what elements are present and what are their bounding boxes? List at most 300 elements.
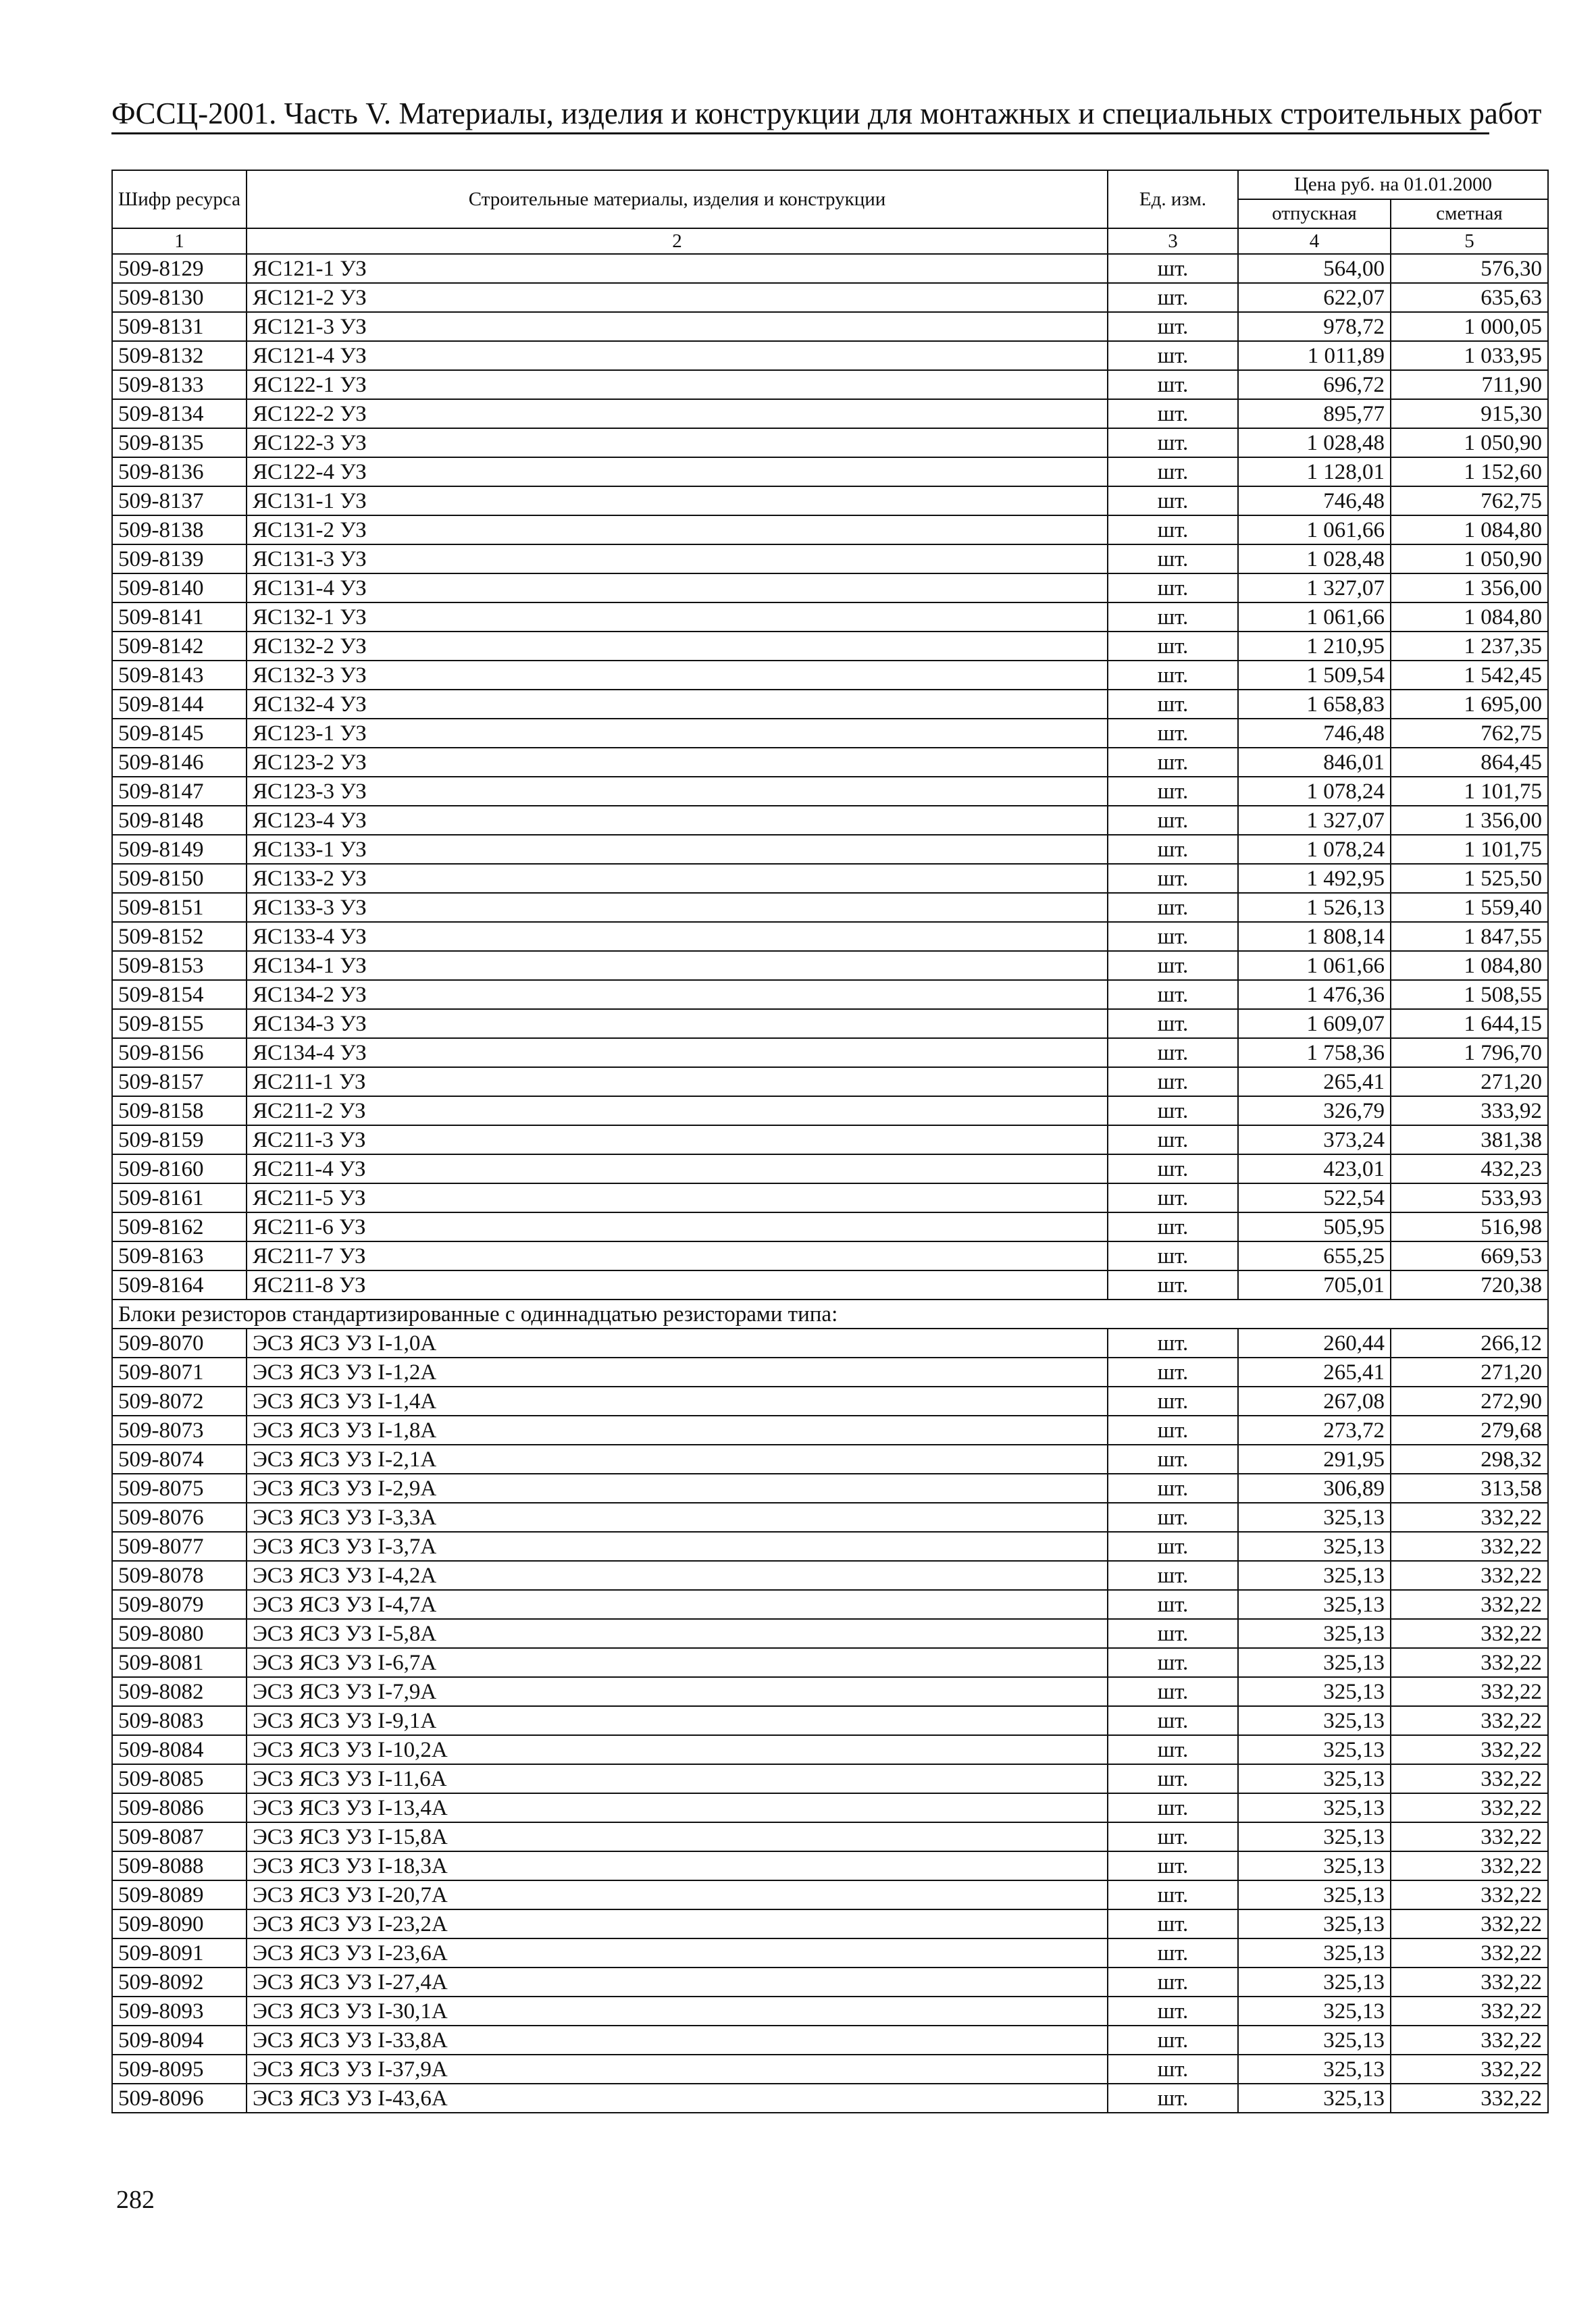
cell-unit: шт.	[1108, 1125, 1238, 1154]
cell-code: 509-8093	[112, 1997, 247, 2026]
cell-code: 509-8153	[112, 951, 247, 980]
cell-release-price: 325,13	[1238, 1880, 1391, 1909]
table-row	[112, 544, 1548, 573]
cell-estimate-price: 332,22	[1391, 1677, 1548, 1706]
cell-code: 509-8086	[112, 1793, 247, 1822]
table-row	[112, 632, 1548, 661]
cell-estimate-price: 1 356,00	[1391, 806, 1548, 835]
cell-estimate-price: 1 084,80	[1391, 951, 1548, 980]
cell-estimate-price: 332,22	[1391, 2026, 1548, 2055]
cell-code: 509-8138	[112, 515, 247, 544]
cell-name: ЭСЗ ЯСЗ УЗ I-4,2А	[247, 1561, 1108, 1590]
cell-estimate-price: 1 050,90	[1391, 544, 1548, 573]
cell-estimate-price: 332,22	[1391, 1851, 1548, 1880]
cell-unit: шт.	[1108, 399, 1238, 428]
cell-release-price: 325,13	[1238, 1590, 1391, 1619]
cell-unit: шт.	[1108, 835, 1238, 864]
cell-release-price: 1 210,95	[1238, 632, 1391, 661]
cell-name: ЯС132-4 УЗ	[247, 690, 1108, 719]
cell-code: 509-8155	[112, 1009, 247, 1038]
cell-code: 509-8072	[112, 1387, 247, 1416]
cell-release-price: 325,13	[1238, 2055, 1391, 2084]
cell-release-price: 505,95	[1238, 1212, 1391, 1241]
cell-code: 509-8074	[112, 1445, 247, 1474]
cell-release-price: 846,01	[1238, 748, 1391, 777]
header-estimate-price: сметная	[1391, 199, 1548, 228]
cell-release-price: 267,08	[1238, 1387, 1391, 1416]
table-row	[112, 1183, 1548, 1212]
table-row	[112, 864, 1548, 893]
cell-estimate-price: 332,22	[1391, 1764, 1548, 1793]
cell-unit: шт.	[1108, 1503, 1238, 1532]
cell-release-price: 895,77	[1238, 399, 1391, 428]
cell-unit: шт.	[1108, 1038, 1238, 1067]
cell-code: 509-8142	[112, 632, 247, 661]
cell-name: ЯС132-2 УЗ	[247, 632, 1108, 661]
cell-unit: шт.	[1108, 254, 1238, 283]
cell-estimate-price: 864,45	[1391, 748, 1548, 777]
cell-name: ЯС133-1 УЗ	[247, 835, 1108, 864]
cell-unit: шт.	[1108, 661, 1238, 690]
cell-name: ЭСЗ ЯСЗ УЗ I-11,6А	[247, 1764, 1108, 1793]
cell-estimate-price: 266,12	[1391, 1329, 1548, 1358]
cell-code: 509-8147	[112, 777, 247, 806]
cell-estimate-price: 332,22	[1391, 1532, 1548, 1561]
cell-estimate-price: 332,22	[1391, 1561, 1548, 1590]
cell-unit: шт.	[1108, 428, 1238, 457]
header-release-price: отпускная	[1238, 199, 1391, 228]
cell-release-price: 423,01	[1238, 1154, 1391, 1183]
cell-estimate-price: 1 152,60	[1391, 457, 1548, 486]
cell-name: ЯС134-3 УЗ	[247, 1009, 1108, 1038]
table-row	[112, 2055, 1548, 2084]
cell-name: ЯС122-3 УЗ	[247, 428, 1108, 457]
cell-name: ЯС211-2 УЗ	[247, 1096, 1108, 1125]
cell-name: ЭСЗ ЯСЗ УЗ I-23,2А	[247, 1909, 1108, 1938]
cell-unit: шт.	[1108, 1793, 1238, 1822]
cell-release-price: 1 078,24	[1238, 777, 1391, 806]
cell-unit: шт.	[1108, 2055, 1238, 2084]
cell-release-price: 325,13	[1238, 1968, 1391, 1997]
cell-release-price: 325,13	[1238, 2084, 1391, 2113]
column-number: 1	[112, 228, 247, 254]
table-row	[112, 835, 1548, 864]
cell-code: 509-8079	[112, 1590, 247, 1619]
cell-name: ЯС211-3 УЗ	[247, 1125, 1108, 1154]
table-row	[112, 254, 1548, 283]
cell-name: ЭСЗ ЯСЗ УЗ I-2,9А	[247, 1474, 1108, 1503]
column-number: 2	[247, 228, 1108, 254]
cell-estimate-price: 1 084,80	[1391, 515, 1548, 544]
cell-name: ЯС211-7 УЗ	[247, 1241, 1108, 1270]
cell-code: 509-8158	[112, 1096, 247, 1125]
cell-code: 509-8083	[112, 1706, 247, 1735]
cell-code: 509-8134	[112, 399, 247, 428]
cell-unit: шт.	[1108, 777, 1238, 806]
cell-unit: шт.	[1108, 1648, 1238, 1677]
table-row	[112, 1764, 1548, 1793]
table-row	[112, 341, 1548, 370]
cell-code: 509-8077	[112, 1532, 247, 1561]
cell-name: ЭСЗ ЯСЗ УЗ I-1,2А	[247, 1358, 1108, 1387]
cell-name: ЭСЗ ЯСЗ УЗ I-43,6А	[247, 2084, 1108, 2113]
cell-release-price: 273,72	[1238, 1416, 1391, 1445]
cell-code: 509-8156	[112, 1038, 247, 1067]
cell-release-price: 325,13	[1238, 1764, 1391, 1793]
cell-estimate-price: 332,22	[1391, 1880, 1548, 1909]
cell-estimate-price: 1 508,55	[1391, 980, 1548, 1009]
page-number: 282	[116, 2186, 155, 2214]
cell-name: ЯС211-8 УЗ	[247, 1270, 1108, 1300]
table-row	[112, 690, 1548, 719]
cell-name: ЯС121-2 УЗ	[247, 283, 1108, 312]
cell-unit: шт.	[1108, 312, 1238, 341]
cell-code: 509-8094	[112, 2026, 247, 2055]
cell-estimate-price: 1 796,70	[1391, 1038, 1548, 1067]
cell-estimate-price: 1 525,50	[1391, 864, 1548, 893]
cell-code: 509-8135	[112, 428, 247, 457]
table-row	[112, 2084, 1548, 2113]
cell-unit: шт.	[1108, 1067, 1238, 1096]
cell-release-price: 1 492,95	[1238, 864, 1391, 893]
section-row	[112, 1300, 1548, 1329]
table-row	[112, 1503, 1548, 1532]
cell-estimate-price: 669,53	[1391, 1241, 1548, 1270]
cell-unit: шт.	[1108, 1445, 1238, 1474]
cell-estimate-price: 332,22	[1391, 1968, 1548, 1997]
cell-code: 509-8081	[112, 1648, 247, 1677]
cell-code: 509-8163	[112, 1241, 247, 1270]
cell-estimate-price: 1 695,00	[1391, 690, 1548, 719]
cell-unit: шт.	[1108, 486, 1238, 515]
section-title: Блоки резисторов стандартизированные с одиннадцатью резисторами типа:	[112, 1300, 1548, 1329]
table-row	[112, 1938, 1548, 1968]
cell-estimate-price: 432,23	[1391, 1154, 1548, 1183]
cell-code: 509-8071	[112, 1358, 247, 1387]
cell-name: ЯС131-4 УЗ	[247, 573, 1108, 602]
table-row	[112, 1968, 1548, 1997]
cell-unit: шт.	[1108, 1387, 1238, 1416]
cell-name: ЯС122-2 УЗ	[247, 399, 1108, 428]
cell-unit: шт.	[1108, 690, 1238, 719]
cell-name: ЭСЗ ЯСЗ УЗ I-20,7А	[247, 1880, 1108, 1909]
cell-release-price: 522,54	[1238, 1183, 1391, 1212]
cell-name: ЭСЗ ЯСЗ УЗ I-1,0А	[247, 1329, 1108, 1358]
cell-estimate-price: 332,22	[1391, 2084, 1548, 2113]
cell-estimate-price: 332,22	[1391, 1822, 1548, 1851]
cell-name: ЯС123-2 УЗ	[247, 748, 1108, 777]
cell-name: ЭСЗ ЯСЗ УЗ I-4,7А	[247, 1590, 1108, 1619]
cell-code: 509-8129	[112, 254, 247, 283]
cell-code: 509-8162	[112, 1212, 247, 1241]
cell-release-price: 325,13	[1238, 1648, 1391, 1677]
cell-unit: шт.	[1108, 1154, 1238, 1183]
cell-release-price: 1 327,07	[1238, 806, 1391, 835]
cell-release-price: 1 061,66	[1238, 515, 1391, 544]
cell-estimate-price: 332,22	[1391, 1648, 1548, 1677]
cell-estimate-price: 1 559,40	[1391, 893, 1548, 922]
cell-estimate-price: 1 542,45	[1391, 661, 1548, 690]
cell-code: 509-8131	[112, 312, 247, 341]
cell-name: ЭСЗ ЯСЗ УЗ I-18,3А	[247, 1851, 1108, 1880]
cell-release-price: 325,13	[1238, 1706, 1391, 1735]
cell-unit: шт.	[1108, 2026, 1238, 2055]
table-row	[112, 980, 1548, 1009]
table-row	[112, 1387, 1548, 1416]
section-row-group	[112, 1300, 1548, 1329]
table-row	[112, 1009, 1548, 1038]
cell-code: 509-8136	[112, 457, 247, 486]
cell-name: ЯС134-2 УЗ	[247, 980, 1108, 1009]
cell-unit: шт.	[1108, 1358, 1238, 1387]
cell-estimate-price: 1 101,75	[1391, 777, 1548, 806]
table-row	[112, 951, 1548, 980]
cell-release-price: 1 658,83	[1238, 690, 1391, 719]
cell-name: ЯС131-3 УЗ	[247, 544, 1108, 573]
cell-unit: шт.	[1108, 864, 1238, 893]
table-row	[112, 1706, 1548, 1735]
cell-release-price: 1 526,13	[1238, 893, 1391, 922]
cell-name: ЯС211-4 УЗ	[247, 1154, 1108, 1183]
cell-name: ЯС122-1 УЗ	[247, 370, 1108, 399]
table-row	[112, 399, 1548, 428]
table-row	[112, 1648, 1548, 1677]
cell-release-price: 1 011,89	[1238, 341, 1391, 370]
table-row	[112, 2026, 1548, 2055]
cell-estimate-price: 332,22	[1391, 2055, 1548, 2084]
cell-unit: шт.	[1108, 1706, 1238, 1735]
cell-unit: шт.	[1108, 1968, 1238, 1997]
cell-estimate-price: 1 237,35	[1391, 632, 1548, 661]
table-row	[112, 748, 1548, 777]
cell-name: ЯС133-2 УЗ	[247, 864, 1108, 893]
header-unit: Ед. изм.	[1108, 170, 1238, 228]
table-body-group1	[112, 254, 1548, 1300]
table-row	[112, 1880, 1548, 1909]
cell-name: ЯС211-6 УЗ	[247, 1212, 1108, 1241]
table-row	[112, 1793, 1548, 1822]
cell-name: ЭСЗ ЯСЗ УЗ I-37,9А	[247, 2055, 1108, 2084]
cell-unit: шт.	[1108, 1997, 1238, 2026]
cell-unit: шт.	[1108, 632, 1238, 661]
cell-code: 509-8141	[112, 602, 247, 632]
table-row	[112, 806, 1548, 835]
cell-unit: шт.	[1108, 1619, 1238, 1648]
cell-unit: шт.	[1108, 1009, 1238, 1038]
cell-unit: шт.	[1108, 370, 1238, 399]
table-row	[112, 312, 1548, 341]
cell-estimate-price: 1 033,95	[1391, 341, 1548, 370]
cell-name: ЭСЗ ЯСЗ УЗ I-6,7А	[247, 1648, 1108, 1677]
table-row	[112, 1735, 1548, 1764]
cell-estimate-price: 332,22	[1391, 1793, 1548, 1822]
cell-code: 509-8088	[112, 1851, 247, 1880]
cell-release-price: 564,00	[1238, 254, 1391, 283]
cell-code: 509-8076	[112, 1503, 247, 1532]
cell-code: 509-8085	[112, 1764, 247, 1793]
cell-unit: шт.	[1108, 341, 1238, 370]
table-row	[112, 1038, 1548, 1067]
cell-estimate-price: 1 050,90	[1391, 428, 1548, 457]
column-number: 3	[1108, 228, 1238, 254]
cell-estimate-price: 279,68	[1391, 1416, 1548, 1445]
cell-code: 509-8149	[112, 835, 247, 864]
cell-unit: шт.	[1108, 1590, 1238, 1619]
cell-name: ЯС122-4 УЗ	[247, 457, 1108, 486]
cell-estimate-price: 762,75	[1391, 719, 1548, 748]
cell-release-price: 1 758,36	[1238, 1038, 1391, 1067]
cell-release-price: 265,41	[1238, 1358, 1391, 1387]
cell-name: ЯС123-1 УЗ	[247, 719, 1108, 748]
cell-code: 509-8140	[112, 573, 247, 602]
cell-unit: шт.	[1108, 1561, 1238, 1590]
cell-code: 509-8090	[112, 1909, 247, 1938]
cell-release-price: 325,13	[1238, 1822, 1391, 1851]
cell-estimate-price: 533,93	[1391, 1183, 1548, 1212]
cell-estimate-price: 272,90	[1391, 1387, 1548, 1416]
table-body-group2	[112, 1329, 1548, 2113]
cell-release-price: 1 609,07	[1238, 1009, 1391, 1038]
table-row	[112, 1445, 1548, 1474]
cell-estimate-price: 1 356,00	[1391, 573, 1548, 602]
cell-name: ЯС121-4 УЗ	[247, 341, 1108, 370]
cell-release-price: 746,48	[1238, 486, 1391, 515]
cell-release-price: 746,48	[1238, 719, 1391, 748]
cell-release-price: 1 028,48	[1238, 544, 1391, 573]
cell-unit: шт.	[1108, 544, 1238, 573]
cell-release-price: 325,13	[1238, 1677, 1391, 1706]
table-row	[112, 515, 1548, 544]
cell-release-price: 1 078,24	[1238, 835, 1391, 864]
cell-release-price: 1 476,36	[1238, 980, 1391, 1009]
cell-estimate-price: 332,22	[1391, 1503, 1548, 1532]
cell-code: 509-8084	[112, 1735, 247, 1764]
cell-code: 509-8145	[112, 719, 247, 748]
cell-name: ЯС132-3 УЗ	[247, 661, 1108, 690]
cell-unit: шт.	[1108, 1474, 1238, 1503]
cell-unit: шт.	[1108, 457, 1238, 486]
cell-code: 509-8164	[112, 1270, 247, 1300]
table-row	[112, 1474, 1548, 1503]
table-row	[112, 1270, 1548, 1300]
cell-release-price: 325,13	[1238, 1909, 1391, 1938]
cell-code: 509-8161	[112, 1183, 247, 1212]
column-number: 5	[1391, 228, 1548, 254]
cell-estimate-price: 1 101,75	[1391, 835, 1548, 864]
cell-name: ЭСЗ ЯСЗ УЗ I-30,1А	[247, 1997, 1108, 2026]
cell-release-price: 325,13	[1238, 1997, 1391, 2026]
cell-unit: шт.	[1108, 1677, 1238, 1706]
cell-name: ЭСЗ ЯСЗ УЗ I-27,4А	[247, 1968, 1108, 1997]
cell-name: ЯС134-1 УЗ	[247, 951, 1108, 980]
cell-code: 509-8082	[112, 1677, 247, 1706]
table-row	[112, 1154, 1548, 1183]
cell-code: 509-8137	[112, 486, 247, 515]
cell-release-price: 265,41	[1238, 1067, 1391, 1096]
cell-estimate-price: 576,30	[1391, 254, 1548, 283]
cell-estimate-price: 298,32	[1391, 1445, 1548, 1474]
table-row	[112, 1822, 1548, 1851]
table-row	[112, 1358, 1548, 1387]
cell-code: 509-8075	[112, 1474, 247, 1503]
cell-code: 509-8130	[112, 283, 247, 312]
cell-release-price: 1 509,54	[1238, 661, 1391, 690]
cell-unit: шт.	[1108, 1183, 1238, 1212]
cell-code: 509-8151	[112, 893, 247, 922]
cell-estimate-price: 720,38	[1391, 1270, 1548, 1300]
header-code: Шифр ресурса	[112, 170, 247, 228]
cell-release-price: 325,13	[1238, 1735, 1391, 1764]
cell-release-price: 306,89	[1238, 1474, 1391, 1503]
cell-code: 509-8157	[112, 1067, 247, 1096]
table-row	[112, 777, 1548, 806]
cell-unit: шт.	[1108, 602, 1238, 632]
cell-release-price: 326,79	[1238, 1096, 1391, 1125]
cell-name: ЯС211-5 УЗ	[247, 1183, 1108, 1212]
table-row	[112, 922, 1548, 951]
cell-code: 509-8143	[112, 661, 247, 690]
cell-unit: шт.	[1108, 893, 1238, 922]
cell-estimate-price: 381,38	[1391, 1125, 1548, 1154]
cell-unit: шт.	[1108, 1735, 1238, 1764]
page-header-title: ФССЦ-2001. Часть V. Материалы, изделия и конструкции для монтажных и специальных строительных работ	[111, 97, 1542, 130]
table-row	[112, 1241, 1548, 1270]
cell-unit: шт.	[1108, 922, 1238, 951]
table-row	[112, 893, 1548, 922]
cell-name: ЯС121-1 УЗ	[247, 254, 1108, 283]
cell-code: 509-8154	[112, 980, 247, 1009]
cell-estimate-price: 332,22	[1391, 1590, 1548, 1619]
cell-unit: шт.	[1108, 1938, 1238, 1968]
cell-estimate-price: 332,22	[1391, 1735, 1548, 1764]
cell-unit: шт.	[1108, 1212, 1238, 1241]
cell-estimate-price: 635,63	[1391, 283, 1548, 312]
cell-release-price: 1 061,66	[1238, 951, 1391, 980]
cell-unit: шт.	[1108, 748, 1238, 777]
cell-estimate-price: 1 644,15	[1391, 1009, 1548, 1038]
cell-estimate-price: 333,92	[1391, 1096, 1548, 1125]
cell-release-price: 373,24	[1238, 1125, 1391, 1154]
cell-unit: шт.	[1108, 573, 1238, 602]
cell-code: 509-8078	[112, 1561, 247, 1590]
cell-name: ЯС134-4 УЗ	[247, 1038, 1108, 1067]
cell-name: ЯС123-4 УЗ	[247, 806, 1108, 835]
table-row	[112, 457, 1548, 486]
cell-release-price: 325,13	[1238, 1793, 1391, 1822]
table-row	[112, 1619, 1548, 1648]
cell-name: ЭСЗ ЯСЗ УЗ I-2,1А	[247, 1445, 1108, 1474]
table-row	[112, 1677, 1548, 1706]
cell-release-price: 1 061,66	[1238, 602, 1391, 632]
cell-estimate-price: 711,90	[1391, 370, 1548, 399]
table-row	[112, 1532, 1548, 1561]
cell-estimate-price: 332,22	[1391, 1938, 1548, 1968]
cell-unit: шт.	[1108, 1851, 1238, 1880]
cell-unit: шт.	[1108, 1532, 1238, 1561]
table-row	[112, 719, 1548, 748]
cell-unit: шт.	[1108, 719, 1238, 748]
cell-unit: шт.	[1108, 1764, 1238, 1793]
cell-unit: шт.	[1108, 283, 1238, 312]
cell-release-price: 1 327,07	[1238, 573, 1391, 602]
cell-release-price: 325,13	[1238, 1938, 1391, 1968]
cell-code: 509-8096	[112, 2084, 247, 2113]
cell-name: ЯС131-1 УЗ	[247, 486, 1108, 515]
table-row	[112, 1851, 1548, 1880]
cell-unit: шт.	[1108, 2084, 1238, 2113]
cell-unit: шт.	[1108, 1270, 1238, 1300]
cell-code: 509-8139	[112, 544, 247, 573]
